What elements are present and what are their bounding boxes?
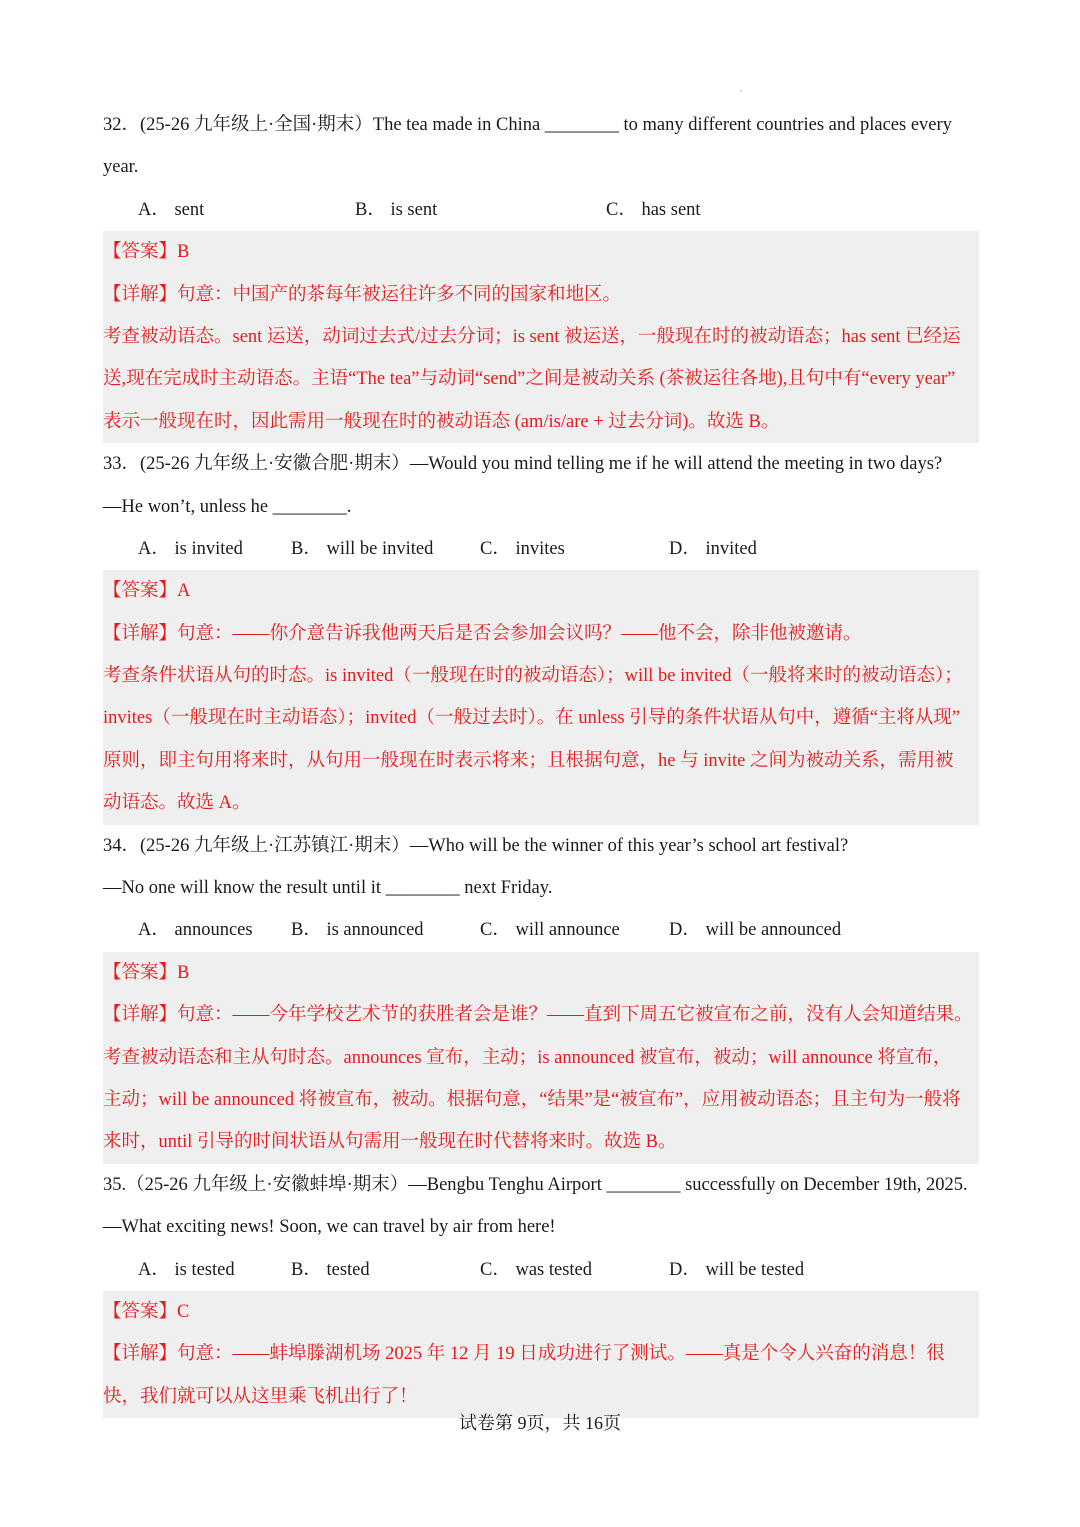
option-b: B． tested xyxy=(291,1259,370,1280)
question-stem-line: —No one will know the result until it ________ next Friday. xyxy=(103,878,553,899)
option-c: C． invites xyxy=(480,538,565,559)
answer-line: 【答案】B xyxy=(103,242,190,263)
option-row xyxy=(103,528,978,570)
option-row xyxy=(103,909,978,951)
option-d: D． will be tested xyxy=(669,1259,805,1280)
option-b: B． is sent xyxy=(355,199,438,220)
option-b: B． will be invited xyxy=(291,538,434,559)
question-33 xyxy=(103,443,978,825)
detail-line: 原则，即主句用将来时，从句用一般现在时表示将来；且根据句意，he 与 invite 之间为被动关系，需用被 xyxy=(103,750,954,771)
detail-line: 【详解】句意：——你介意告诉我他两天后是否会参加会议吗？——他不会，除非他被邀请。 xyxy=(103,623,862,644)
option-b: B． is announced xyxy=(291,920,424,941)
detail-line: 考查被动语态。sent 运送，动词过去式/过去分词；is sent 被运送，一般现在时的被动语态；has sent 已经运 xyxy=(103,326,961,347)
question-stem-line: 33．(25-26 九年级上·安徽合肥·期末）—Would you mind telling me if he will attend the meeting in two days? xyxy=(103,454,943,475)
detail-line: 送,现在完成时主动语态。主语“The tea”与动词“send”之间是被动关系 (茶被运往各地),且句中有“every year” xyxy=(103,369,956,390)
option-a: A． announces xyxy=(138,920,253,941)
answer-block xyxy=(103,1291,979,1418)
detail-line: 考查被动语态和主从句时态。announces 宣布，主动；is announced 被宣布，被动；will announce 将宣布， xyxy=(103,1047,952,1068)
option-a: A． is tested xyxy=(138,1259,235,1280)
detail-line: 动语态。故选 A。 xyxy=(103,793,251,814)
detail-line: 考查条件状语从句的时态。is invited（一般现在时的被动语态）；will be invited（一般将来时的被动语态）； xyxy=(103,666,963,687)
answer-block xyxy=(103,231,979,443)
option-c: C． was tested xyxy=(480,1259,593,1280)
question-stem-line: —He won’t, unless he ________. xyxy=(103,496,352,517)
option-c: C． will announce xyxy=(480,920,620,941)
question-list xyxy=(103,104,978,1418)
question-stem-line: —What exciting news! Soon, we can travel by air from here! xyxy=(103,1217,556,1238)
question-stem-line: 35.（25-26 九年级上·安徽蚌埠·期末）—Bengbu Tenghu Airport ________ successfully on December 19th, 2025. xyxy=(103,1174,968,1195)
detail-line: 主动；will be announced 将被宣布，被动。根据句意，“结果”是“被宣布”，应用被动语态；且主句为一般将 xyxy=(103,1089,961,1110)
question-34 xyxy=(103,825,978,1164)
scan-dot xyxy=(740,90,742,92)
answer-line: 【答案】B xyxy=(103,962,190,983)
question-stem-line: 32．(25-26 九年级上·全国·期末）The tea made in China ________ to many different countries and places every xyxy=(103,115,952,135)
question-32 xyxy=(103,104,978,443)
answer-line: 【答案】C xyxy=(103,1301,190,1322)
detail-line: 表示一般现在时，因此需用一般现在时的被动语态 (am/is/are + 过去分词)。故选 B。 xyxy=(103,411,780,432)
option-d: D． invited xyxy=(669,538,757,559)
answer-line: 【答案】A xyxy=(103,581,191,602)
detail-line: 【详解】句意：——蚌埠滕湖机场 2025 年 12 月 19 日成功进行了测试。——真是个令人兴奋的消息！很 xyxy=(103,1344,945,1365)
answer-block xyxy=(103,952,979,1164)
question-stem-line: year. xyxy=(103,157,139,178)
detail-line: 【详解】句意：——今年学校艺术节的获胜者会是谁？——直到下周五它被宣布之前，没有人会知道结果。 xyxy=(103,1005,973,1026)
question-stem-line: 34．(25-26 九年级上·江苏镇江·期末）—Who will be the winner of this year’s school art festival? xyxy=(103,835,849,856)
detail-line: 【详解】句意：中国产的茶每年被运往许多不同的国家和地区。 xyxy=(103,284,622,305)
option-a: A． sent xyxy=(138,199,205,220)
option-d: D． will be announced xyxy=(669,920,842,941)
option-a: A． is invited xyxy=(138,538,243,559)
option-row xyxy=(103,189,978,231)
option-row xyxy=(103,1249,978,1291)
option-c: C． has sent xyxy=(606,199,701,220)
detail-line: 来时，until 引导的时间状语从句需用一般现在时代替将来时。故选 B。 xyxy=(103,1132,677,1153)
detail-line: invites（一般现在时主动语态）；invited（一般过去时）。在 unless 引导的条件状语从句中，遵循“主将从现” xyxy=(103,708,961,729)
answer-block xyxy=(103,570,979,824)
question-35 xyxy=(103,1164,978,1418)
detail-line: 快，我们就可以从这里乘飞机出行了！ xyxy=(103,1386,418,1407)
page-footer: 试卷第 9页，共 16页 xyxy=(459,1413,621,1433)
